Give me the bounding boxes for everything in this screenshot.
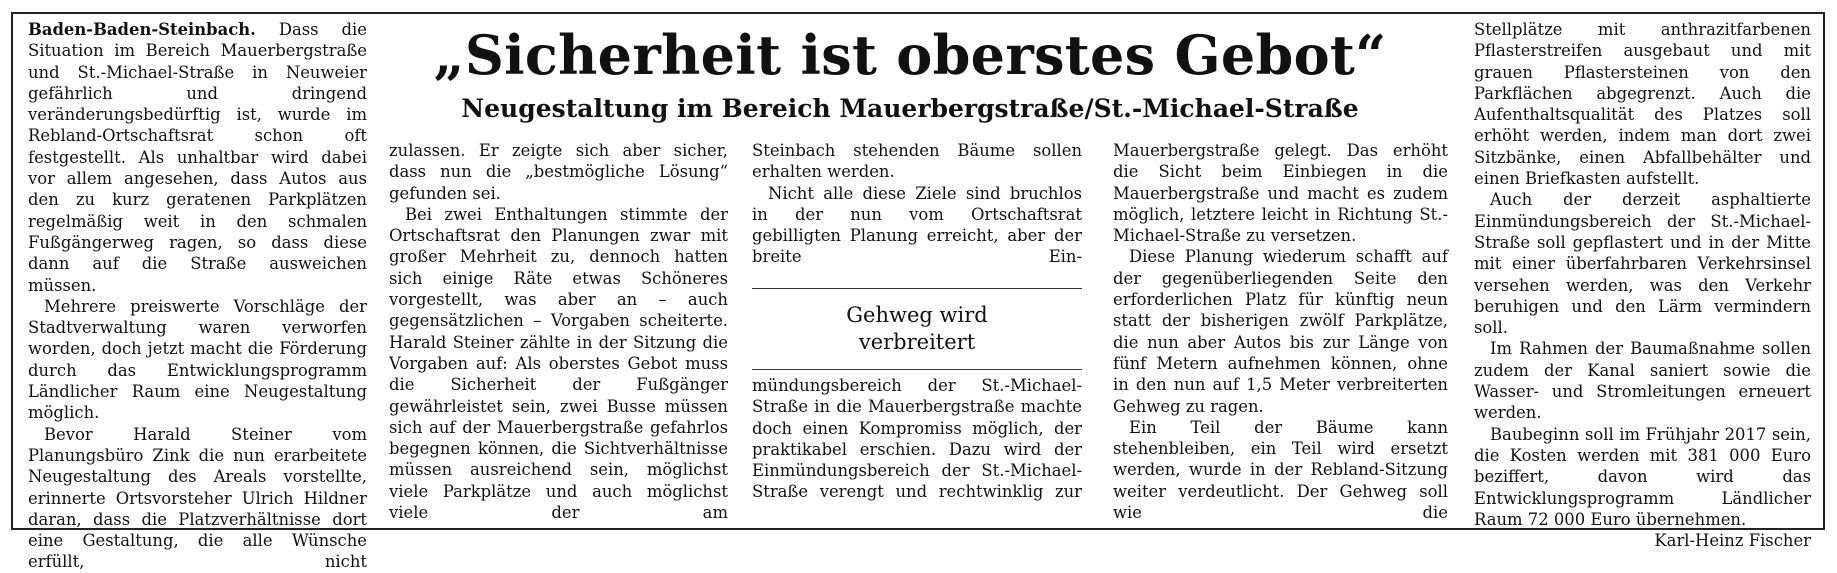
article-subheadline: Neugestaltung im Bereich Mauerbergstraße/St.-Michael-Straße <box>461 94 1359 123</box>
paragraph: Steinbach stehenden Bäume sollen erhalten werden. <box>752 141 1082 182</box>
article-column-5 <box>1474 19 1811 551</box>
paragraph: Nicht alle diese Ziele sind bruchlos in der nun vom Ortschaftsrat gebilligten Planung erreicht, aber der breite Ein- <box>752 183 1082 267</box>
paragraph: Bei zwei Enthaltungen stimmte der Ortschaftsrat den Planungen zwar mit großer Mehrheit zu, dennoch hatten sich einige Räte etwas Schöneres vorgestellt, was aber an – auch gegensätzlichen – Vorgaben scheiterte. Harald Steiner zählte in der Sitzung die Vorgaben auf: Als oberstes Gebot muss die Sicherheit der Fußgänger gewährleistet sein, zwei Busse müssen sich auf der Mauerbergstraße gefahrlos begegnen können, die Sichtverhältnisse müssen ausreichend sein, möglichst viele Parkplätze und auch möglichst viele der am <box>389 204 728 523</box>
paragraph <box>28 19 367 296</box>
article-column-3 <box>752 140 1082 288</box>
paragraph: Diese Planung wiederum schafft auf der gegenüberliegenden Seite den erforderlichen Platz für künftig neun statt der bisherigen zwölf Parkplätze, die nun aber Autos bis zur Länge von fünf Metern aufnehmen können, ohne in den nun auf 1,5 Meter verbreiterten Gehweg zu ragen. <box>1113 247 1448 416</box>
paragraph: Ein Teil der Bäume kann stehenbleiben, ein Teil wird ersetzt werden, wurde in der Rebland-Sitzung weiter verdeutlicht. Der Gehweg soll wie die <box>1113 417 1448 523</box>
paragraph: Bevor Harald Steiner vom Planungsbüro Zink die nun erarbeitete Neugestaltung des Areals vorstellte, erinnerte Ortsvorsteher Ulrich Hildner daran, dass die Platzverhältnisse dort eine Gestaltung, die alle Wünsche erfüllt, nicht <box>28 424 367 572</box>
paragraph: Mauerbergstraße gelegt. Das erhöht die Sicht beim Einbiegen in die Mauerbergstraße und macht es zudem möglich, letztere leicht in Richtung St.-Michael-Straße zu versetzen. <box>1113 141 1448 246</box>
author-byline: Karl-Heinz Fischer <box>1654 531 1811 551</box>
paragraph: mündungsbereich der St.-Michael-Straße in die Mauerbergstraße machte doch einen Kompromiss möglich, der praktikabel erschien. Dazu wird der Einmündungsbereich der St.-Michael-Straße verengt und rechtwinklig zur <box>752 376 1082 502</box>
intermediate-heading-line-1: Gehweg wird <box>846 303 988 327</box>
paragraph-text: Dass die Situation im Bereich Mauerbergstraße und St.-Michael-Straße in Neuweier gefährlich und dringend veränderungsbedürftig ist, wurde im Rebland-Ortschaftsrat schon oft festgestellt. Als unhaltbar wird dabei vor allem angesehen, dass Autos aus den zu kurz geratenen Parkplätzen regelmäßig weit in den schmalen Fußgängerweg ragen, so dass diese dann auf die Straße ausweichen müssen. <box>28 20 367 295</box>
paragraph: Stellplätze mit anthrazitfarbenen Pflasterstreifen ausgebaut und mit grauen Pflastersteinen von den Parkflächen abgegrenzt. Auch die Aufenthaltsqualität des Platzes soll erhöht werden, indem man dort zwei Sitzbänke, einen Abfallbehälter und einen Briefkasten aufstellt. <box>1474 20 1811 189</box>
intermediate-heading <box>752 288 1082 370</box>
paragraph: zulassen. Er zeigte sich aber sicher, dass nun die „bestmögliche Lösung“ gefunden sei. <box>389 141 728 203</box>
intermediate-heading-line-2: verbreitert <box>858 330 976 354</box>
article-column-1 <box>28 19 367 572</box>
article-column-4 <box>1113 140 1448 524</box>
paragraph: Mehrere preiswerte Vorschläge der Stadtverwaltung waren verworfen worden, doch jetzt macht die Förderung durch das Entwicklungsprogramm Ländlicher Raum eine Neugestaltung möglich. <box>28 296 367 423</box>
paragraph: Baubeginn soll im Frühjahr 2017 sein, die Kosten werden mit 381 000 Euro beziffert, davon wird das Entwicklungsprogramm Ländlicher Raum 72 000 Euro übernehmen. <box>1474 424 1811 529</box>
dateline: Baden-Baden-Steinbach. <box>28 20 256 39</box>
article-column-2 <box>389 140 728 524</box>
article-column-3-continued <box>752 375 1082 525</box>
article-headline: „Sicherheit ist oberstes Gebot“ <box>433 23 1387 87</box>
paragraph: Im Rahmen der Baumaßnahme sollen zudem der Kanal saniert sowie die Wasser- und Stromleitungen erneuert werden. <box>1474 339 1811 423</box>
paragraph: Auch der derzeit asphaltierte Einmündungsbereich der St.-Michael-Straße soll gepflastert und in der Mitte mit einer überfahrbaren Verkehrsinsel versehen werden, was den Verkehr beruhigen und den Lärm vermindern soll. <box>1474 190 1811 338</box>
